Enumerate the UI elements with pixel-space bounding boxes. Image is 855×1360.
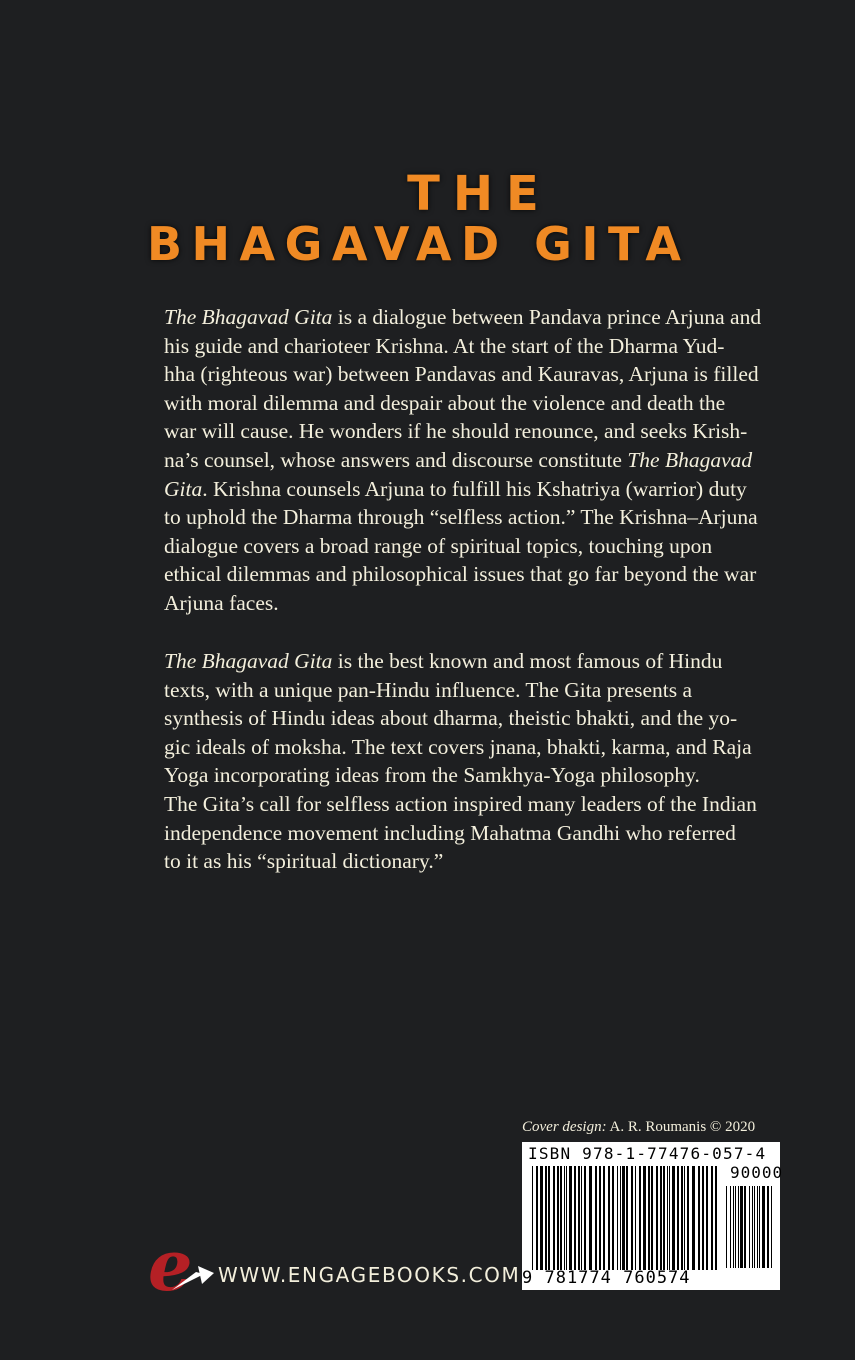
barcode-bar [733,1186,734,1268]
barcode-bar [735,1186,736,1268]
barcode-bar [711,1166,713,1270]
blurb-text: na’s counsel, whose answers and discourse constitute [164,447,628,472]
blurb-line: with moral dilemma and despair about the violence and death the [164,390,726,415]
barcode-bar [545,1166,547,1270]
blurb-text: is the best known and most famous of Hindu [332,649,723,673]
barcode-bar [643,1166,646,1270]
barcode-bar [595,1166,597,1270]
barcode-bar [566,1166,567,1270]
barcode-bar [706,1166,708,1270]
barcode-bar [612,1166,614,1270]
barcode-bar [532,1166,533,1270]
barcode-bar [771,1186,772,1268]
barcode-bar [677,1166,679,1270]
barcode-bar [752,1186,753,1268]
barcode-bar [635,1166,636,1270]
price-barcode-bars [726,1186,776,1268]
book-title-italic: The Bhagavad Gita [164,305,333,329]
barcode-bar [663,1166,665,1270]
blurb-line: The Gita’s call for selfless action inspired many leaders of the Indian [164,791,757,816]
barcode-bar [757,1186,758,1268]
barcode-bar [715,1166,717,1270]
blurb-line: texts, with a unique pan-Hindu influence. The Gita presents a [164,677,692,702]
barcode-bar [581,1166,582,1270]
book-title-italic: The Bhagavad [627,447,753,472]
barcode-bar [578,1166,580,1270]
barcode-bar [622,1166,625,1270]
barcode-bar [660,1166,662,1270]
cover-design-label: Cover design: [522,1119,607,1135]
barcode-bar [754,1186,755,1268]
barcode-bar [759,1186,760,1268]
blurb-line: to uphold the Dharma through “selfless action.” The Krishna–Arjuna [164,505,758,530]
barcode-bar [762,1186,765,1268]
barcode-bar [738,1186,739,1268]
barcode-bar [569,1166,572,1270]
blurb-text: is a dialogue between Pandava prince Arjuna and [332,305,762,329]
blurb-text: . Krishna counsels Arjuna to fulfill his Kshatriya (warrior) duty [202,476,747,501]
barcode-bar [744,1186,746,1268]
barcode-bar [603,1166,605,1270]
cover-design-value: A. R. Roumanis © 2020 [606,1119,756,1135]
barcode-bar [698,1166,700,1270]
blurb-line: gic ideals of moksha. The text covers jnana, bhakti, karma, and Raja [164,734,752,759]
blurb-line: war will cause. He wonders if he should renounce, and seeks Krish- [164,419,748,444]
barcode-bar [667,1166,668,1270]
isbn-number: ISBN 978-1-77476-057-4 [528,1144,767,1163]
publisher-website: WWW.ENGAGEBOOKS.COM [218,1263,521,1287]
cover-design-credit [522,1117,755,1137]
blurb-line: his guide and charioteer Krishna. At the start of the Dharma Yud- [164,333,725,358]
blurb-line: ethical dilemmas and philosophical issues that go far beyond the war [164,562,757,587]
barcode-bar [557,1166,559,1270]
blurb-line [164,303,789,332]
blurb-line: independence movement including Mahatma Gandhi who referred [164,820,736,845]
barcode-bar [687,1166,689,1270]
ean-digits: 9 781774 760574 [522,1268,691,1288]
title-line-bhagavad-gita: BHAGAVAD GITA [147,217,691,271]
barcode-bar [608,1166,610,1270]
blurb-paragraph-2 [164,647,789,876]
book-title-italic: Gita [164,476,203,501]
svg-text:e: e [148,1228,193,1304]
barcode-bar [656,1166,658,1270]
barcode-bar [639,1166,641,1270]
blurb-line [164,475,789,504]
barcode-bar [684,1166,685,1270]
barcode-bar [726,1186,727,1268]
barcode-bar [672,1166,675,1270]
barcode-bar [617,1166,618,1270]
blurb-line: synthesis of Hindu ideas about dharma, theistic bhakti, and the yo- [164,706,738,731]
barcode-bar [564,1166,565,1270]
blurb-line: Arjuna faces. [164,590,279,615]
isbn-barcode [522,1142,784,1290]
blurb-line: hha (righteous war) between Pandavas and Kauravas, Arjuna is filled [164,362,759,387]
book-title-italic: The Bhagavad Gita [164,649,333,673]
blurb-paragraph-1 [164,303,789,618]
title-line-the: THE [407,166,552,222]
barcode-bar [540,1166,543,1270]
blurb-line: Yoga incorporating ideas from the Samkhya-Yoga philosophy. [164,763,700,788]
barcode-bar [767,1186,769,1268]
blurb-line: dialogue covers a broad range of spiritual topics, touching upon [164,533,713,558]
barcode-bar [584,1166,586,1270]
barcode-bar [599,1166,601,1270]
barcode-bar [730,1186,731,1268]
blurb-line [164,647,789,676]
blurb-line: to it as his “spiritual dictionary.” [164,849,444,874]
barcode-bar [574,1166,576,1270]
ean-barcode-bars [532,1166,722,1270]
blurb-line [164,446,789,475]
barcode-bar [620,1166,621,1270]
barcode-bar [681,1166,683,1270]
barcode-bar [548,1166,550,1270]
barcode-bar [560,1166,562,1270]
barcode-bar [536,1166,538,1270]
barcode-bar [589,1166,592,1270]
barcode-bar [702,1166,704,1270]
barcode-bar [626,1166,628,1270]
barcode-bar [631,1166,633,1270]
price-code: 90000 [730,1163,784,1182]
barcode-bar [648,1166,650,1270]
engage-books-logo-icon [142,1228,214,1304]
barcode-bar [749,1186,750,1268]
barcode-bar [669,1166,670,1270]
barcode-bar [651,1166,653,1270]
barcode-bar [553,1166,555,1270]
barcode-bar [740,1186,743,1268]
barcode-bar [692,1166,695,1270]
